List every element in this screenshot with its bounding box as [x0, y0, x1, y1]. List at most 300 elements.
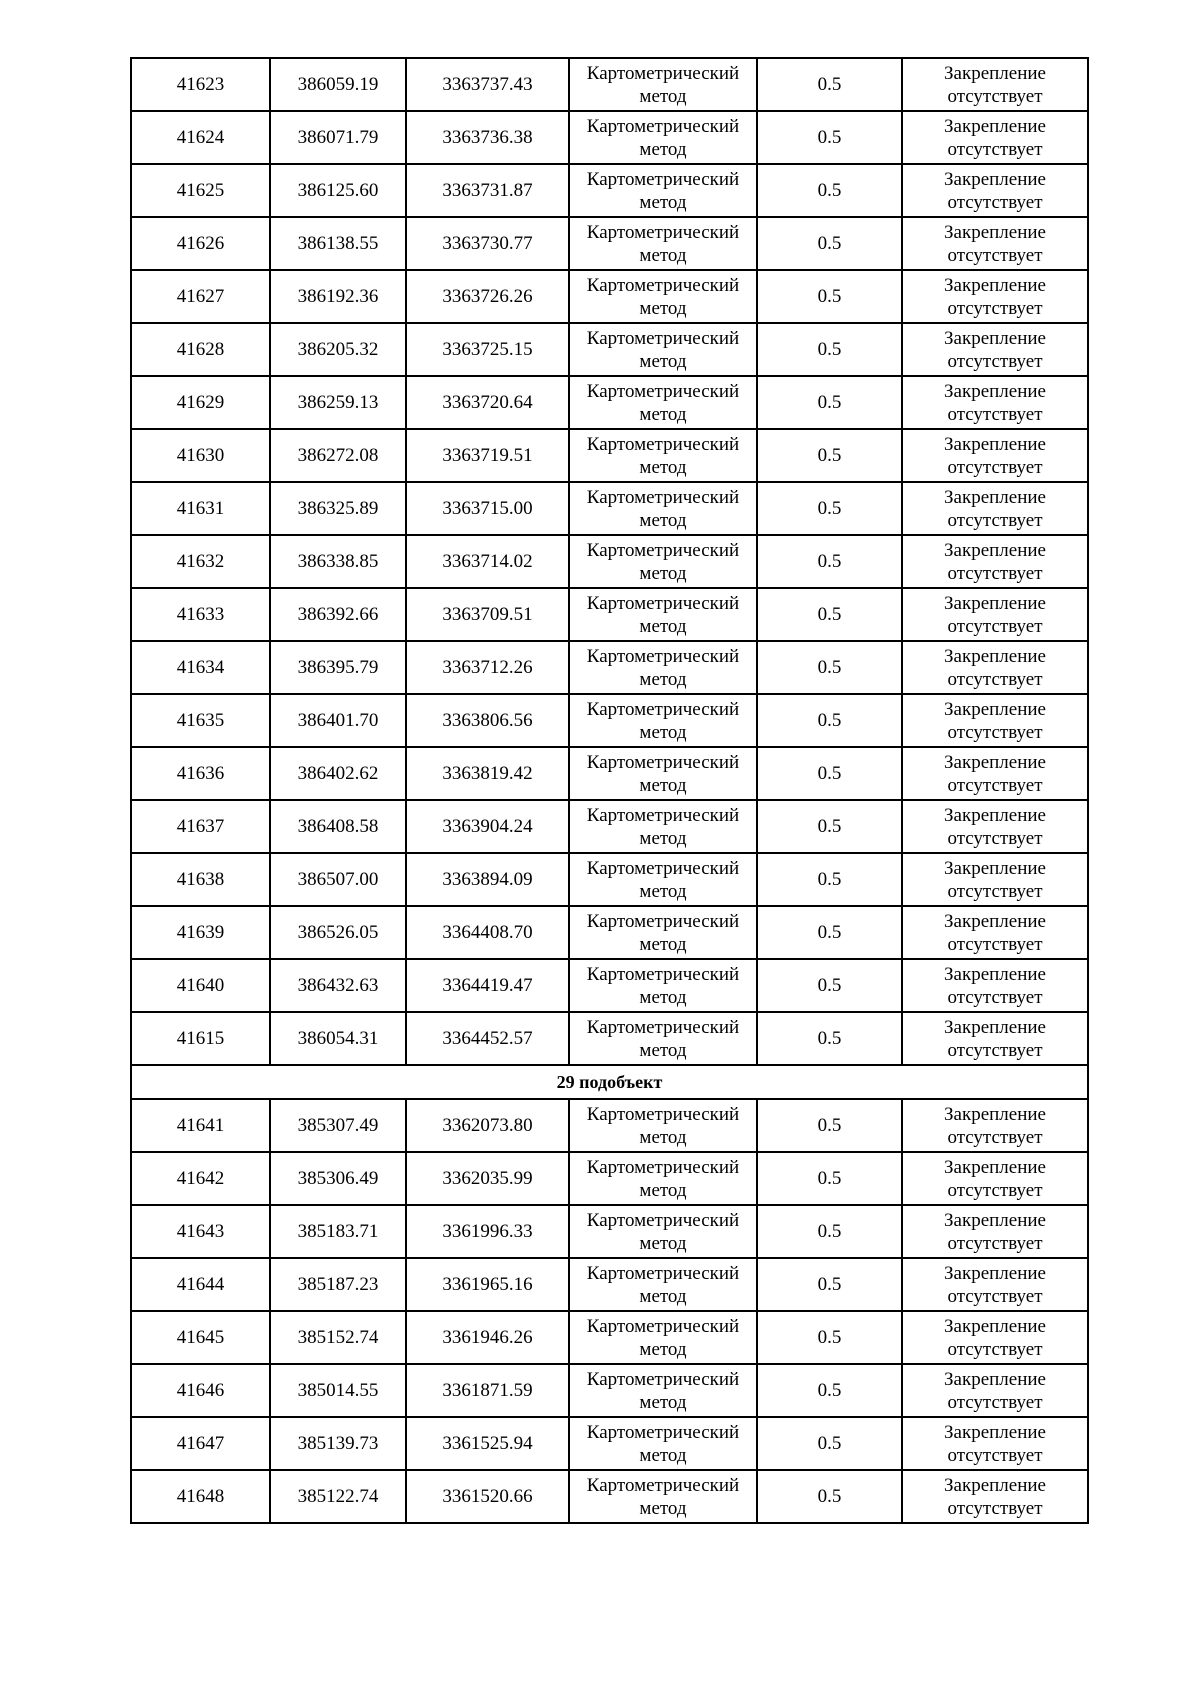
accuracy-cell: 0.5 — [757, 694, 902, 747]
fixing-cell — [902, 959, 1088, 1012]
method-cell — [569, 376, 757, 429]
method-cell — [569, 111, 757, 164]
table-row — [131, 694, 1088, 747]
method-cell — [569, 853, 757, 906]
point-number-cell: 41632 — [131, 535, 270, 588]
coordinates-table-body — [131, 58, 1088, 1523]
method-cell — [569, 959, 757, 1012]
table-row — [131, 1417, 1088, 1470]
x-coordinate-cell: 385183.71 — [270, 1205, 406, 1258]
fixing-cell — [902, 906, 1088, 959]
point-number-cell: 41643 — [131, 1205, 270, 1258]
fixing-cell — [902, 111, 1088, 164]
point-number-cell: 41641 — [131, 1099, 270, 1152]
table-row — [131, 217, 1088, 270]
accuracy-cell: 0.5 — [757, 1311, 902, 1364]
table-row — [131, 429, 1088, 482]
y-coordinate-cell: 3363730.77 — [406, 217, 569, 270]
y-coordinate-cell: 3363819.42 — [406, 747, 569, 800]
method-cell-line-2: метод — [639, 774, 687, 796]
method-cell-line-1: Картометрический — [586, 168, 740, 190]
method-cell-line-1: Картометрический — [586, 857, 740, 879]
method-cell — [569, 588, 757, 641]
method-cell-line-1: Картометрический — [586, 327, 740, 349]
y-coordinate-cell: 3363714.02 — [406, 535, 569, 588]
x-coordinate-cell: 386059.19 — [270, 58, 406, 111]
x-coordinate-cell: 385122.74 — [270, 1470, 406, 1523]
y-coordinate-cell: 3363894.09 — [406, 853, 569, 906]
fixing-cell-line-1: Закрепление — [944, 804, 1046, 826]
y-coordinate-cell: 3361965.16 — [406, 1258, 569, 1311]
table-row — [131, 1099, 1088, 1152]
accuracy-cell: 0.5 — [757, 376, 902, 429]
method-cell-line-1: Картометрический — [586, 1421, 740, 1443]
method-cell — [569, 641, 757, 694]
method-cell-line-2: метод — [639, 244, 687, 266]
y-coordinate-cell: 3363719.51 — [406, 429, 569, 482]
x-coordinate-cell: 386526.05 — [270, 906, 406, 959]
method-cell-line-1: Картометрический — [586, 645, 740, 667]
method-cell — [569, 1417, 757, 1470]
y-coordinate-cell: 3363726.26 — [406, 270, 569, 323]
table-row — [131, 747, 1088, 800]
point-number-cell: 41646 — [131, 1364, 270, 1417]
fixing-cell-line-2: отсутствует — [947, 880, 1043, 902]
fixing-cell — [902, 747, 1088, 800]
fixing-cell-line-2: отсутствует — [947, 1444, 1043, 1466]
fixing-cell — [902, 1311, 1088, 1364]
method-cell — [569, 217, 757, 270]
accuracy-cell: 0.5 — [757, 853, 902, 906]
method-cell-line-2: метод — [639, 615, 687, 637]
fixing-cell-line-1: Закрепление — [944, 168, 1046, 190]
fixing-cell-line-2: отсутствует — [947, 1497, 1043, 1519]
x-coordinate-cell: 386408.58 — [270, 800, 406, 853]
fixing-cell-line-2: отсутствует — [947, 986, 1043, 1008]
method-cell — [569, 482, 757, 535]
method-cell-line-1: Картометрический — [586, 1209, 740, 1231]
fixing-cell-line-2: отсутствует — [947, 827, 1043, 849]
table-row — [131, 376, 1088, 429]
method-cell-line-1: Картометрический — [586, 539, 740, 561]
x-coordinate-cell: 386192.36 — [270, 270, 406, 323]
x-coordinate-cell: 386071.79 — [270, 111, 406, 164]
accuracy-cell: 0.5 — [757, 641, 902, 694]
method-cell — [569, 1152, 757, 1205]
y-coordinate-cell: 3363731.87 — [406, 164, 569, 217]
fixing-cell-line-1: Закрепление — [944, 910, 1046, 932]
fixing-cell-line-2: отсутствует — [947, 1126, 1043, 1148]
table-row — [131, 535, 1088, 588]
y-coordinate-cell: 3364452.57 — [406, 1012, 569, 1065]
table-row — [131, 1470, 1088, 1523]
point-number-cell: 41638 — [131, 853, 270, 906]
fixing-cell-line-1: Закрепление — [944, 433, 1046, 455]
table-row — [131, 1258, 1088, 1311]
table-row — [131, 58, 1088, 111]
method-cell-line-2: метод — [639, 1179, 687, 1201]
accuracy-cell: 0.5 — [757, 1364, 902, 1417]
fixing-cell-line-1: Закрепление — [944, 1368, 1046, 1390]
x-coordinate-cell: 386259.13 — [270, 376, 406, 429]
accuracy-cell: 0.5 — [757, 429, 902, 482]
method-cell-line-1: Картометрический — [586, 698, 740, 720]
method-cell-line-2: метод — [639, 1039, 687, 1061]
fixing-cell — [902, 1012, 1088, 1065]
table-row — [131, 959, 1088, 1012]
method-cell-line-2: метод — [639, 933, 687, 955]
fixing-cell-line-2: отсутствует — [947, 562, 1043, 584]
point-number-cell: 41631 — [131, 482, 270, 535]
y-coordinate-cell: 3364419.47 — [406, 959, 569, 1012]
y-coordinate-cell: 3361525.94 — [406, 1417, 569, 1470]
method-cell-line-2: метод — [639, 1285, 687, 1307]
method-cell-line-1: Картометрический — [586, 1262, 740, 1284]
fixing-cell-line-1: Закрепление — [944, 486, 1046, 508]
method-cell-line-2: метод — [639, 1338, 687, 1360]
method-cell — [569, 1205, 757, 1258]
method-cell-line-2: метод — [639, 562, 687, 584]
fixing-cell-line-1: Закрепление — [944, 751, 1046, 773]
fixing-cell — [902, 641, 1088, 694]
method-cell-line-1: Картометрический — [586, 910, 740, 932]
fixing-cell-line-1: Закрепление — [944, 380, 1046, 402]
fixing-cell-line-2: отсутствует — [947, 403, 1043, 425]
fixing-cell — [902, 1258, 1088, 1311]
method-cell-line-2: метод — [639, 85, 687, 107]
accuracy-cell: 0.5 — [757, 535, 902, 588]
accuracy-cell: 0.5 — [757, 1258, 902, 1311]
fixing-cell-line-1: Закрепление — [944, 1421, 1046, 1443]
y-coordinate-cell: 3363715.00 — [406, 482, 569, 535]
method-cell-line-2: метод — [639, 509, 687, 531]
table-row — [131, 800, 1088, 853]
method-cell — [569, 323, 757, 376]
method-cell-line-1: Картометрический — [586, 486, 740, 508]
y-coordinate-cell: 3362035.99 — [406, 1152, 569, 1205]
method-cell-line-2: метод — [639, 880, 687, 902]
method-cell-line-1: Картометрический — [586, 1103, 740, 1125]
point-number-cell: 41625 — [131, 164, 270, 217]
fixing-cell-line-1: Закрепление — [944, 857, 1046, 879]
fixing-cell-line-2: отсутствует — [947, 138, 1043, 160]
table-row — [131, 853, 1088, 906]
x-coordinate-cell: 386272.08 — [270, 429, 406, 482]
method-cell-line-1: Картометрический — [586, 433, 740, 455]
x-coordinate-cell: 386395.79 — [270, 641, 406, 694]
point-number-cell: 41648 — [131, 1470, 270, 1523]
fixing-cell-line-1: Закрепление — [944, 221, 1046, 243]
method-cell-line-2: метод — [639, 721, 687, 743]
fixing-cell-line-2: отсутствует — [947, 1232, 1043, 1254]
fixing-cell-line-1: Закрепление — [944, 645, 1046, 667]
y-coordinate-cell: 3361946.26 — [406, 1311, 569, 1364]
point-number-cell: 41640 — [131, 959, 270, 1012]
x-coordinate-cell: 386205.32 — [270, 323, 406, 376]
x-coordinate-cell: 386138.55 — [270, 217, 406, 270]
x-coordinate-cell: 385014.55 — [270, 1364, 406, 1417]
method-cell-line-2: метод — [639, 1444, 687, 1466]
fixing-cell-line-2: отсутствует — [947, 509, 1043, 531]
method-cell-line-1: Картометрический — [586, 1315, 740, 1337]
point-number-cell: 41636 — [131, 747, 270, 800]
fixing-cell-line-2: отсутствует — [947, 615, 1043, 637]
method-cell — [569, 747, 757, 800]
table-row — [131, 588, 1088, 641]
method-cell — [569, 1311, 757, 1364]
fixing-cell — [902, 1364, 1088, 1417]
fixing-cell-line-1: Закрепление — [944, 1103, 1046, 1125]
method-cell — [569, 1258, 757, 1311]
fixing-cell-line-2: отсутствует — [947, 1338, 1043, 1360]
method-cell-line-1: Картометрический — [586, 1016, 740, 1038]
fixing-cell-line-2: отсутствует — [947, 1039, 1043, 1061]
x-coordinate-cell: 385139.73 — [270, 1417, 406, 1470]
method-cell — [569, 800, 757, 853]
y-coordinate-cell: 3361871.59 — [406, 1364, 569, 1417]
y-coordinate-cell: 3361520.66 — [406, 1470, 569, 1523]
point-number-cell: 41639 — [131, 906, 270, 959]
point-number-cell: 41637 — [131, 800, 270, 853]
accuracy-cell: 0.5 — [757, 323, 902, 376]
fixing-cell-line-2: отсутствует — [947, 721, 1043, 743]
method-cell — [569, 164, 757, 217]
x-coordinate-cell: 386338.85 — [270, 535, 406, 588]
accuracy-cell: 0.5 — [757, 111, 902, 164]
point-number-cell: 41647 — [131, 1417, 270, 1470]
point-number-cell: 41626 — [131, 217, 270, 270]
x-coordinate-cell: 386401.70 — [270, 694, 406, 747]
fixing-cell — [902, 588, 1088, 641]
fixing-cell — [902, 164, 1088, 217]
table-row — [131, 1205, 1088, 1258]
method-cell-line-2: метод — [639, 350, 687, 372]
point-number-cell: 41615 — [131, 1012, 270, 1065]
method-cell — [569, 429, 757, 482]
y-coordinate-cell: 3362073.80 — [406, 1099, 569, 1152]
section-header-row — [131, 1065, 1088, 1099]
method-cell-line-1: Картометрический — [586, 1474, 740, 1496]
method-cell — [569, 1099, 757, 1152]
section-title: 29 подобъект — [131, 1065, 1088, 1099]
y-coordinate-cell: 3363737.43 — [406, 58, 569, 111]
fixing-cell-line-2: отсутствует — [947, 1179, 1043, 1201]
method-cell — [569, 1012, 757, 1065]
table-row — [131, 164, 1088, 217]
table-row — [131, 482, 1088, 535]
fixing-cell — [902, 853, 1088, 906]
point-number-cell: 41634 — [131, 641, 270, 694]
fixing-cell-line-2: отсутствует — [947, 456, 1043, 478]
method-cell-line-1: Картометрический — [586, 1156, 740, 1178]
fixing-cell — [902, 58, 1088, 111]
method-cell-line-2: метод — [639, 827, 687, 849]
fixing-cell-line-1: Закрепление — [944, 1474, 1046, 1496]
point-number-cell: 41645 — [131, 1311, 270, 1364]
point-number-cell: 41635 — [131, 694, 270, 747]
fixing-cell — [902, 217, 1088, 270]
fixing-cell — [902, 429, 1088, 482]
method-cell-line-1: Картометрический — [586, 380, 740, 402]
method-cell-line-2: метод — [639, 138, 687, 160]
method-cell — [569, 906, 757, 959]
fixing-cell — [902, 1152, 1088, 1205]
fixing-cell-line-1: Закрепление — [944, 1315, 1046, 1337]
fixing-cell — [902, 376, 1088, 429]
point-number-cell: 41642 — [131, 1152, 270, 1205]
method-cell — [569, 58, 757, 111]
fixing-cell-line-1: Закрепление — [944, 963, 1046, 985]
fixing-cell-line-1: Закрепление — [944, 1156, 1046, 1178]
point-number-cell: 41633 — [131, 588, 270, 641]
table-row — [131, 270, 1088, 323]
fixing-cell — [902, 1099, 1088, 1152]
fixing-cell — [902, 1205, 1088, 1258]
point-number-cell: 41627 — [131, 270, 270, 323]
fixing-cell-line-1: Закрепление — [944, 1016, 1046, 1038]
fixing-cell — [902, 535, 1088, 588]
accuracy-cell: 0.5 — [757, 1470, 902, 1523]
fixing-cell-line-2: отсутствует — [947, 774, 1043, 796]
table-row — [131, 1311, 1088, 1364]
fixing-cell-line-1: Закрепление — [944, 1209, 1046, 1231]
y-coordinate-cell: 3361996.33 — [406, 1205, 569, 1258]
fixing-cell-line-1: Закрепление — [944, 115, 1046, 137]
accuracy-cell: 0.5 — [757, 1099, 902, 1152]
table-row — [131, 1364, 1088, 1417]
method-cell-line-1: Картометрический — [586, 62, 740, 84]
point-number-cell: 41644 — [131, 1258, 270, 1311]
method-cell-line-1: Картометрический — [586, 221, 740, 243]
fixing-cell-line-1: Закрепление — [944, 592, 1046, 614]
method-cell-line-1: Картометрический — [586, 804, 740, 826]
table-row — [131, 906, 1088, 959]
fixing-cell-line-2: отсутствует — [947, 668, 1043, 690]
method-cell-line-2: метод — [639, 191, 687, 213]
y-coordinate-cell: 3363720.64 — [406, 376, 569, 429]
x-coordinate-cell: 385306.49 — [270, 1152, 406, 1205]
accuracy-cell: 0.5 — [757, 58, 902, 111]
fixing-cell-line-2: отсутствует — [947, 297, 1043, 319]
point-number-cell: 41628 — [131, 323, 270, 376]
coordinates-table — [130, 57, 1089, 1524]
x-coordinate-cell: 386125.60 — [270, 164, 406, 217]
table-row — [131, 111, 1088, 164]
y-coordinate-cell: 3364408.70 — [406, 906, 569, 959]
accuracy-cell: 0.5 — [757, 800, 902, 853]
fixing-cell-line-2: отсутствует — [947, 1285, 1043, 1307]
method-cell-line-1: Картометрический — [586, 1368, 740, 1390]
fixing-cell-line-1: Закрепление — [944, 698, 1046, 720]
table-row — [131, 1152, 1088, 1205]
fixing-cell-line-2: отсутствует — [947, 350, 1043, 372]
x-coordinate-cell: 386507.00 — [270, 853, 406, 906]
method-cell-line-1: Картометрический — [586, 115, 740, 137]
accuracy-cell: 0.5 — [757, 482, 902, 535]
method-cell — [569, 1364, 757, 1417]
fixing-cell — [902, 323, 1088, 376]
accuracy-cell: 0.5 — [757, 270, 902, 323]
point-number-cell: 41629 — [131, 376, 270, 429]
y-coordinate-cell: 3363736.38 — [406, 111, 569, 164]
accuracy-cell: 0.5 — [757, 1205, 902, 1258]
x-coordinate-cell: 386402.62 — [270, 747, 406, 800]
accuracy-cell: 0.5 — [757, 217, 902, 270]
table-row — [131, 1012, 1088, 1065]
fixing-cell — [902, 800, 1088, 853]
method-cell — [569, 270, 757, 323]
fixing-cell-line-2: отсутствует — [947, 933, 1043, 955]
x-coordinate-cell: 386392.66 — [270, 588, 406, 641]
fixing-cell-line-1: Закрепление — [944, 1262, 1046, 1284]
fixing-cell-line-2: отсутствует — [947, 244, 1043, 266]
fixing-cell — [902, 270, 1088, 323]
fixing-cell-line-1: Закрепление — [944, 327, 1046, 349]
method-cell-line-2: метод — [639, 297, 687, 319]
method-cell-line-2: метод — [639, 403, 687, 425]
method-cell-line-2: метод — [639, 668, 687, 690]
table-row — [131, 323, 1088, 376]
y-coordinate-cell: 3363725.15 — [406, 323, 569, 376]
accuracy-cell: 0.5 — [757, 906, 902, 959]
point-number-cell: 41623 — [131, 58, 270, 111]
point-number-cell: 41624 — [131, 111, 270, 164]
fixing-cell — [902, 1417, 1088, 1470]
x-coordinate-cell: 386325.89 — [270, 482, 406, 535]
method-cell-line-2: метод — [639, 1126, 687, 1148]
fixing-cell — [902, 482, 1088, 535]
method-cell-line-2: метод — [639, 1497, 687, 1519]
method-cell-line-2: метод — [639, 1232, 687, 1254]
method-cell-line-1: Картометрический — [586, 274, 740, 296]
method-cell-line-2: метод — [639, 986, 687, 1008]
method-cell-line-2: метод — [639, 456, 687, 478]
y-coordinate-cell: 3363904.24 — [406, 800, 569, 853]
method-cell-line-1: Картометрический — [586, 963, 740, 985]
method-cell-line-1: Картометрический — [586, 751, 740, 773]
accuracy-cell: 0.5 — [757, 588, 902, 641]
x-coordinate-cell: 385187.23 — [270, 1258, 406, 1311]
method-cell — [569, 694, 757, 747]
y-coordinate-cell: 3363709.51 — [406, 588, 569, 641]
y-coordinate-cell: 3363712.26 — [406, 641, 569, 694]
method-cell — [569, 535, 757, 588]
x-coordinate-cell: 386054.31 — [270, 1012, 406, 1065]
x-coordinate-cell: 385152.74 — [270, 1311, 406, 1364]
accuracy-cell: 0.5 — [757, 1012, 902, 1065]
method-cell — [569, 1470, 757, 1523]
accuracy-cell: 0.5 — [757, 164, 902, 217]
fixing-cell-line-1: Закрепление — [944, 274, 1046, 296]
accuracy-cell: 0.5 — [757, 1152, 902, 1205]
fixing-cell-line-2: отсутствует — [947, 191, 1043, 213]
fixing-cell-line-1: Закрепление — [944, 62, 1046, 84]
accuracy-cell: 0.5 — [757, 959, 902, 1012]
accuracy-cell: 0.5 — [757, 747, 902, 800]
x-coordinate-cell: 385307.49 — [270, 1099, 406, 1152]
y-coordinate-cell: 3363806.56 — [406, 694, 569, 747]
fixing-cell-line-1: Закрепление — [944, 539, 1046, 561]
method-cell-line-2: метод — [639, 1391, 687, 1413]
fixing-cell — [902, 1470, 1088, 1523]
table-row — [131, 641, 1088, 694]
accuracy-cell: 0.5 — [757, 1417, 902, 1470]
point-number-cell: 41630 — [131, 429, 270, 482]
x-coordinate-cell: 386432.63 — [270, 959, 406, 1012]
fixing-cell-line-2: отсутствует — [947, 1391, 1043, 1413]
fixing-cell — [902, 694, 1088, 747]
fixing-cell-line-2: отсутствует — [947, 85, 1043, 107]
